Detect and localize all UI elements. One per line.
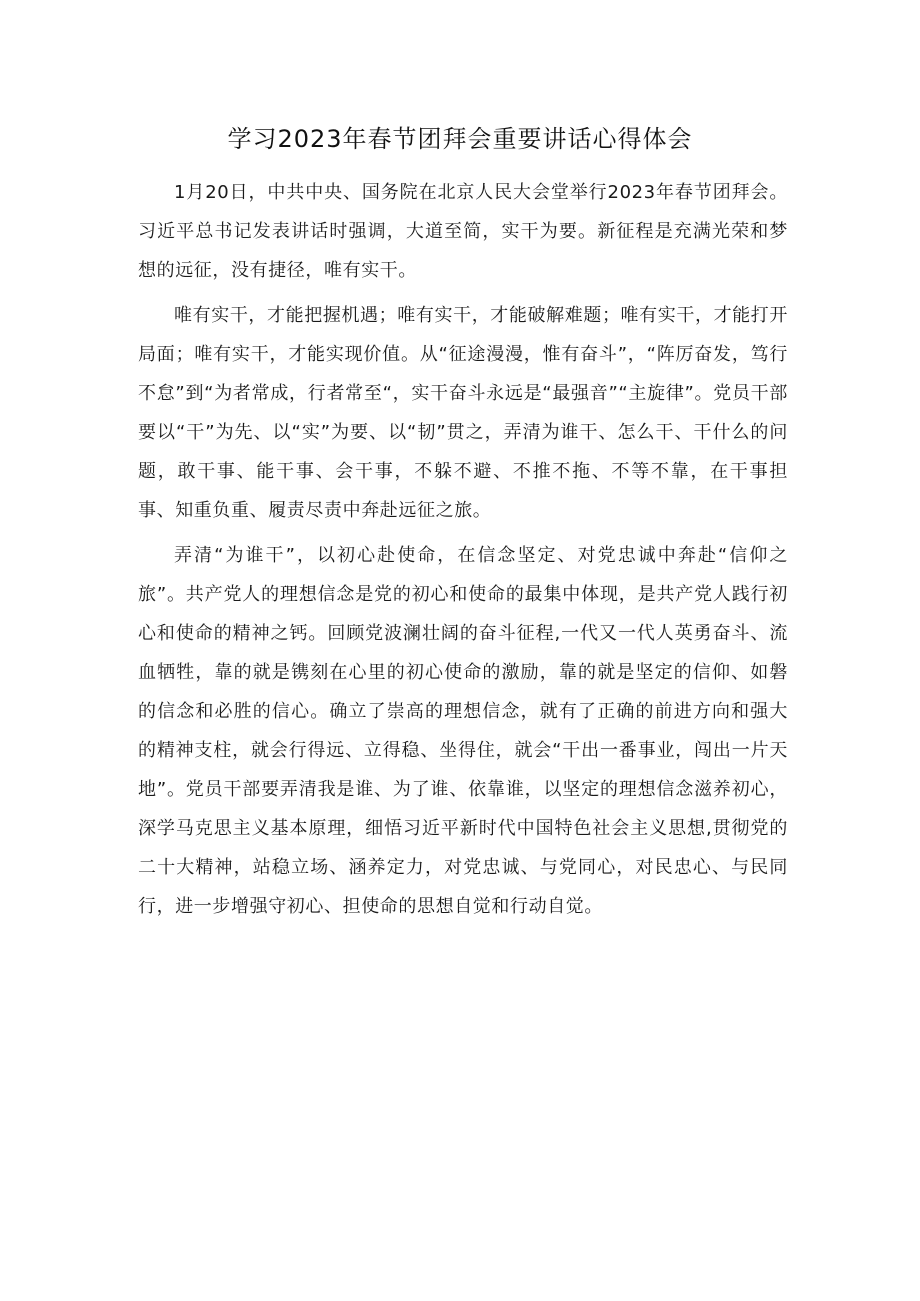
document-title: 学习2023年春节团拜会重要讲话心得体会 <box>227 125 693 153</box>
paragraph-2: 唯有实干，才能把握机遇；唯有实干，才能破解难题；唯有实干，才能打开局面；唯有实干，才能实现价值。从“征途漫漫，惟有奋斗”，“阵厉奋发，笃行不怠”到“为者常成，行者常至“，实干奋斗永远是“最强音”“主旋律”。党员干部要以“干”为先、以“实”为要、以“韧”贯之，弄清为谁干、怎么干、干什么的问题，敢干事、能干事、会干事，不躲不避、不推不拖、不等不靠，在干事担事、知重负重、履责尽责中奔赴远征之旅。 <box>138 305 788 521</box>
document-body <box>138 173 788 932</box>
paragraph-1: 1月20日，中共中央、国务院在北京人民大会堂举行2023年春节团拜会。习近平总书记发表讲话时强调，大道至简，实干为要。新征程是充满光荣和梦想的远征，没有捷径，唯有实干。 <box>138 182 788 281</box>
paragraph-3: 弄清“为谁干”，以初心赴使命，在信念坚定、对党忠诚中奔赴“信仰之旅”。共产党人的理想信念是党的初心和使命的最集中体现，是共产党人践行初心和使命的精神之钙。回顾党波澜壮阔的奋斗征程,一代又一代人英勇奋斗、流血牺牲，靠的就是镌刻在心里的初心使命的激励，靠的就是坚定的信仰、如磐的信念和必胜的信心。确立了崇高的理想信念，就有了正确的前进方向和强大的精神支柱，就会行得远、立得稳、坐得住，就会“干出一番事业，闯出一片天地”。党员干部要弄清我是谁、为了谁、依靠谁，以坚定的理想信念滋养初心，深学马克思主义基本原理，细悟习近平新时代中国特色社会主义思想,贯彻党的二十大精神，站稳立场、涵养定力，对党忠诚、与党同心，对民忠心、与民同行，进一步增强守初心、担使命的思想自觉和行动自觉。 <box>138 545 788 917</box>
